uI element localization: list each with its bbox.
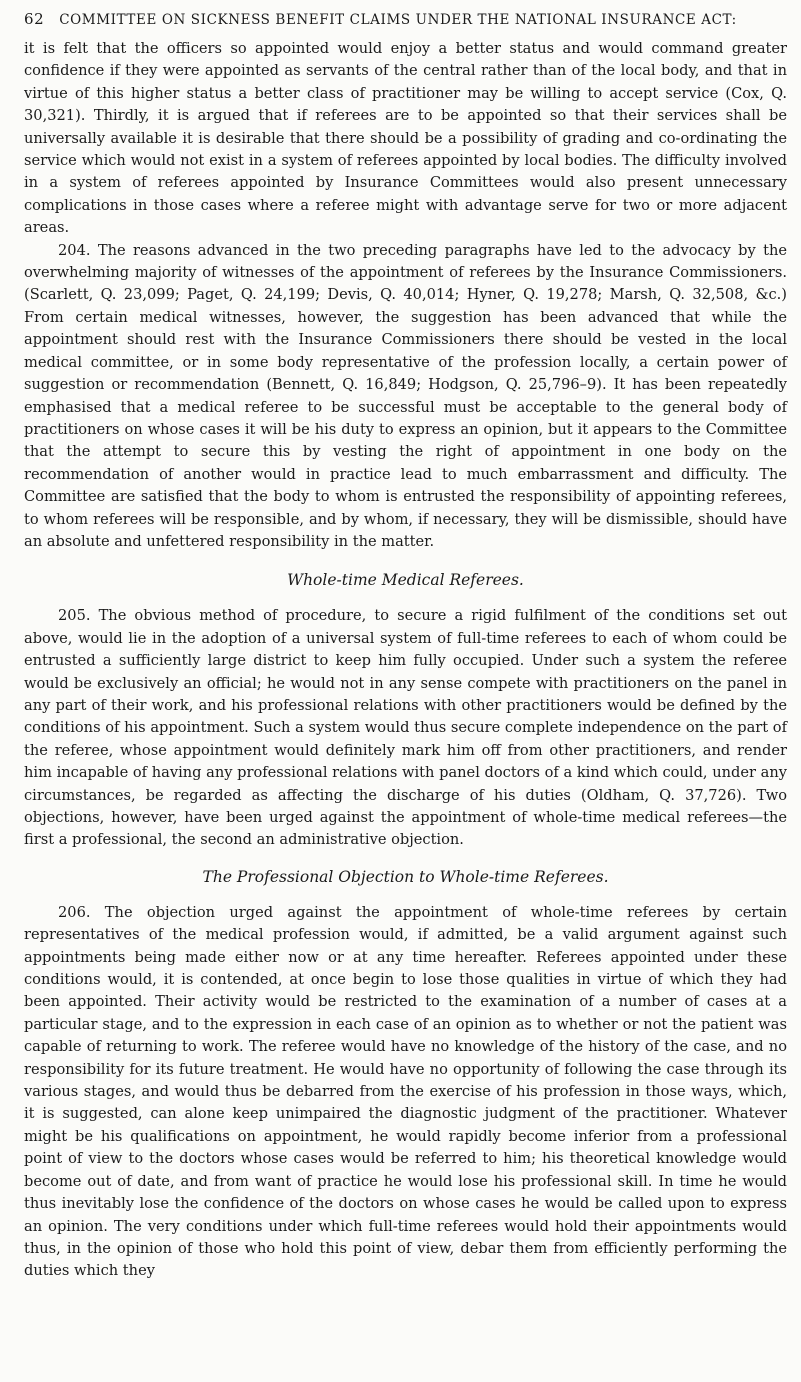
section-heading-professional-objection: The Professional Objection to Whole-time Referees. xyxy=(202,867,609,886)
document-body xyxy=(24,38,787,1283)
paragraph-206: 206. The objection urged against the appointment of whole-time referees by certain representatives of the medical profession would, if admitted, be a valid argument against such appointments being made either now or at any time hereafter. Referees appointed under these conditions would, it is contended, at once begin to lose those qualities in virtue of which they had been appointed. Their activity would be restricted to the examination of a number of cases at a particular stage, and to the expression in each case of an opinion as to whether or not the patient was capable of returning to work. The referee would have no knowledge of the history of the case, and no responsibility for its future treatment. He would have no opportunity of following the case through its various stages, and would thus be debarred from the exercise of his profession in those ways, which, it is suggested, can alone keep unimpaired the diagnostic judgment of the practitioner. Whatever might be his qualifications on appointment, he would rapidly become inferior from a professional point of view to the doctors whose cases would be referred to him; his theoretical knowledge would become out of date, and from want of practice he would lose his professional skill. In time he would thus inevitably lose the confidence of the doctors on whose cases he would be called upon to express an opinion. The very conditions under which full-time referees would hold their appointments would thus, in the opinion of those who hold this point of view, debar them from efficiently performing the duties which they xyxy=(24,903,787,1280)
section-heading-whole-time-referees: Whole-time Medical Referees. xyxy=(287,571,524,590)
page-number: 62 xyxy=(24,10,45,28)
running-title: COMMITTEE ON SICKNESS BENEFIT CLAIMS UNDER THE NATIONAL INSURANCE ACT: xyxy=(59,12,737,28)
paragraph-continuation: it is felt that the officers so appointed would enjoy a better status and would command greater confidence if they were appointed as servants of the central rather than of the local body, and that in virtue of this higher status a better class of practitioner may be willing to accept service (Cox, Q. 30,321). Thirdly, it is argued that if referees are to be appointed so that their services shall be universally available it is desirable that there should be a possibility of grading and co-ordinating the service which would not exist in a system of referees appointed by local bodies. The difficulty involved in a system of referees appointed by Insurance Committees would also present unnecessary complications in those cases where a referee might with advantage serve for two or more adjacent areas. xyxy=(24,40,787,237)
paragraph-205: 205. The obvious method of procedure, to secure a rigid fulfilment of the conditions set out above, would lie in the adoption of a universal system of full-time referees to each of whom could be entrusted a sufficiently large district to keep him fully occupied. Under such a system the referee would be exclusively an official; he would not in any sense compete with practitioners on the panel in any part of their work, and his professional relations with other practitioners would be defined by the conditions of his appointment. Such a system would thus secure complete independence on the part of the referee, whose appointment would definitely mark him off from other practitioners, and render him incapable of having any professional relations with panel doctors of a kind which could, under any circumstances, be regarded as affecting the discharge of his duties (Oldham, Q. 37,726). Two objections, however, have been urged against the appointment of whole-time medical referees—the first a professional, the second an administrative objection. xyxy=(24,607,787,849)
running-header xyxy=(24,10,784,28)
paragraph-204: 204. The reasons advanced in the two preceding paragraphs have led to the advocacy by the overwhelming majority of witnesses of the appointment of referees by the Insurance Commissioners. (Scarlett, Q. 23,099; Paget, Q. 24,199; Devis, Q. 40,014; Hyner, Q. 19,278; Marsh, Q. 32,508, &c.) From certain medical witnesses, however, the suggestion has been advanced that while the appointment should rest with the Insurance Commissioners there should be vested in the local medical committee, or in some body representative of the profession locally, a certain power of suggestion or recommendation (Bennett, Q. 16,849; Hodgson, Q. 25,796–9). It has been repeatedly emphasised that a medical referee to be successful must be acceptable to the general body of practitioners on whose cases it will be his duty to express an opinion, but it appears to the Committee that the attempt to secure this by vesting the right of appointment in one body on the recommendation of another would in practice lead to much embarrassment and difficulty. The Committee are satisfied that the body to whom is entrusted the responsibility of appointing referees, to whom referees will be responsible, and by whom, if necessary, they will be dismissible, should have an absolute and unfettered responsibility in the matter. xyxy=(24,241,787,550)
